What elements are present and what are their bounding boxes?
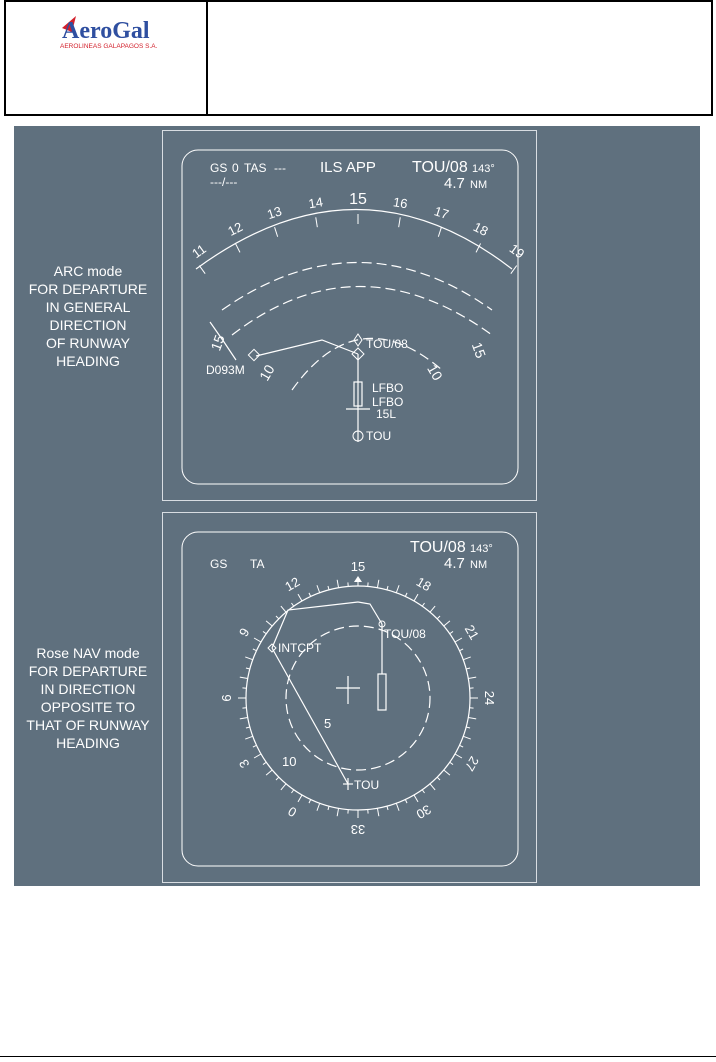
rose-tick (468, 717, 476, 718)
rose-tou-label: TOU (354, 778, 380, 792)
rose-tick (463, 657, 471, 660)
arc-scale-tick (199, 266, 205, 274)
arc-mode-display (162, 130, 538, 502)
header-table (4, 0, 713, 116)
rose-tick (444, 770, 450, 775)
arc-runway-label: 15L (376, 407, 397, 421)
arc-scale-tick (316, 217, 318, 227)
rose-tick (309, 800, 311, 804)
arc-wind: ---/--- (210, 175, 238, 189)
rose-distance-unit: NM (470, 559, 488, 571)
rose-caption-line: HEADING (56, 735, 120, 751)
rose-tick (460, 745, 464, 747)
rose-tick (422, 603, 424, 606)
arc-scale-tick (438, 227, 441, 237)
rose-tick (430, 784, 435, 790)
arc-scale-label: 18 (470, 219, 491, 239)
arc-lfbo-label: LFBO (372, 381, 404, 395)
rose-tick (266, 770, 272, 775)
rose-tick (266, 621, 272, 626)
rose-tick (281, 606, 286, 612)
rose-scale-label: 27 (461, 753, 482, 774)
arc-compass-scale (196, 210, 512, 270)
rose-tick (460, 649, 464, 651)
arc-scale-label: 13 (265, 203, 284, 223)
arc-distance: 4.7 (444, 175, 465, 192)
arc-tou-label: TOU (366, 429, 392, 443)
arc-route-line (256, 340, 358, 356)
arc-scale-label: 17 (432, 203, 451, 223)
rose-tick (466, 727, 470, 728)
rose-tick (450, 762, 453, 764)
rose-scale-label: 33 (350, 822, 366, 837)
rose-range-label: 10 (282, 754, 297, 769)
arc-waypoint: TOU/08 (412, 159, 468, 176)
rose-tick (276, 616, 279, 619)
arc-bearing: 143° (472, 163, 495, 175)
rose-tick (466, 668, 470, 669)
rose-tick (422, 790, 424, 793)
arc-scale-label: 12 (225, 219, 246, 239)
rose-tick (463, 736, 471, 739)
rose-tick (276, 777, 279, 780)
rose-tick (317, 585, 320, 593)
arc-caption-line: FOR DEPARTURE (28, 281, 148, 297)
arc-tas-value: --- (274, 161, 286, 175)
arc-caption (14, 262, 162, 370)
arc-d093m-label: D093M (206, 363, 245, 377)
rose-tick (405, 593, 407, 597)
logo-text: AeroGal (62, 18, 150, 44)
rose-distance: 4.7 (444, 555, 465, 572)
rose-tick (263, 762, 266, 764)
rose-tick (253, 745, 257, 747)
rose-tick (337, 580, 338, 588)
rose-range-label: 5 (324, 716, 332, 731)
rose-tick (337, 808, 338, 816)
rose-tick (437, 616, 440, 619)
rose-scale-label: 15 (350, 559, 366, 574)
rose-tick (387, 586, 388, 590)
arc-scale-tick (235, 243, 240, 252)
arc-scale-label: 19 (506, 240, 528, 262)
arc-tas-label: TAS (244, 161, 267, 175)
rose-tick (240, 677, 248, 678)
arc-scale-label: 14 (307, 194, 325, 212)
arc-mode-label: ILS APP (320, 159, 376, 176)
arc-caption-line: DIRECTION (49, 317, 127, 333)
rose-tick (430, 606, 435, 612)
arc-caption-line: ARC mode (53, 263, 123, 279)
rose-tick (414, 795, 418, 802)
rose-tick (317, 803, 320, 811)
rose-tick (246, 727, 250, 728)
rose-tick (240, 717, 248, 718)
rose-tick (377, 808, 378, 816)
arc-caption-line: IN GENERAL (45, 299, 131, 315)
arc-caption-line: OF RUNWAY (46, 335, 130, 351)
arc-scale-tick (275, 227, 278, 237)
logo-subtext: AEROLINEAS GALAPAGOS S.A. (60, 43, 158, 50)
rose-tick (328, 586, 329, 590)
arc-distance-unit: NM (470, 179, 488, 191)
rose-scale-label: 0 (285, 803, 300, 821)
arc-scale-label: 16 (391, 194, 409, 212)
rose-tick (309, 593, 311, 597)
rose-scale-label: 18 (413, 574, 434, 595)
rose-tick (414, 594, 418, 601)
rose-caption-line: IN DIRECTION (40, 681, 136, 697)
rose-scale-label: 9 (235, 625, 253, 640)
rose-tick (298, 795, 302, 802)
rose-tick (377, 580, 378, 588)
rose-scale-labels (219, 559, 497, 837)
rose-runway-icon (378, 674, 386, 710)
rose-waypoint: TOU/08 (410, 539, 466, 556)
rose-tick (396, 803, 399, 811)
rose-tick (298, 594, 302, 601)
rose-tick (291, 790, 293, 793)
arc-lfbo-label: LFBO (372, 395, 404, 409)
rose-caption (14, 644, 162, 752)
rose-scale-label: 30 (413, 801, 434, 822)
rose-caption-line: Rose NAV mode (36, 645, 140, 661)
rose-scale-label: 6 (219, 694, 234, 702)
rose-mode-display (162, 512, 538, 884)
arc-range-label: 15 (468, 340, 490, 361)
rose-compass-ring (246, 586, 470, 810)
rose-tick (455, 754, 462, 758)
rose-tick (437, 777, 440, 780)
rose-gs-label: GS (210, 557, 228, 571)
rose-tick (396, 585, 399, 593)
rose-caption-line: THAT OF RUNWAY (26, 717, 150, 733)
rose-tick (246, 668, 250, 669)
rose-route-top (358, 602, 382, 624)
rose-scale-label: 3 (235, 756, 253, 771)
rose-tick (254, 638, 261, 642)
rose-tick (245, 657, 253, 660)
rose-tick (253, 649, 257, 651)
rose-scale-label: 12 (282, 574, 303, 595)
rose-tick (281, 784, 286, 790)
footer-rule (0, 1056, 716, 1057)
arc-scale-label: 11 (189, 241, 209, 262)
aerogal-logo (6, 2, 206, 114)
arc-range-label: 10 (255, 361, 278, 384)
rose-tick (245, 736, 253, 739)
rose-tick (291, 603, 293, 606)
nd-figure (14, 126, 700, 886)
rose-tou08-label: TOU/08 (384, 627, 426, 641)
arc-scale-label: 15 (349, 191, 367, 208)
rose-intcpt-label: INTCPT (278, 641, 322, 655)
rose-scale-label: 21 (461, 622, 482, 643)
rose-tick (455, 638, 462, 642)
arc-range-label: 15 (207, 332, 228, 353)
arc-range-label: 10 (424, 361, 446, 384)
arc-scale-tick (511, 266, 517, 274)
arc-range-ring-mid (232, 287, 492, 336)
rose-caption-line: OPPOSITE TO (40, 699, 136, 715)
rose-tick (387, 806, 388, 810)
rose-tick (405, 800, 407, 804)
rose-tick (450, 631, 453, 633)
rose-tick (263, 631, 266, 633)
rose-bearing: 143° (470, 543, 493, 555)
arc-scale-labels (189, 191, 527, 274)
rose-caption-line: FOR DEPARTURE (28, 663, 148, 679)
rose-tick (254, 754, 261, 758)
rose-tick (444, 621, 450, 626)
arc-gs-value: 0 (232, 161, 239, 175)
arc-gs-label: GS (210, 161, 228, 175)
arc-scale-tick (399, 217, 401, 227)
rose-ta-label: TA (250, 557, 265, 571)
rose-tick (468, 677, 476, 678)
arc-caption-line: HEADING (56, 353, 120, 369)
rose-scale-label: 24 (482, 690, 497, 706)
arc-tou08-label: TOU/08 (366, 337, 408, 351)
rose-tick (328, 806, 329, 810)
logo-cell (6, 2, 208, 114)
